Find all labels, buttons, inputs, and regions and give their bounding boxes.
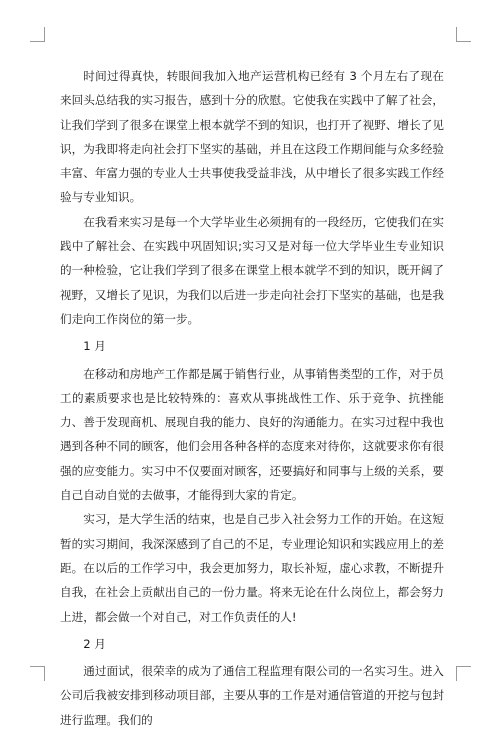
crop-mark-top-right xyxy=(456,27,471,42)
crop-mark-top-left xyxy=(30,27,45,42)
crop-mark-bottom-right xyxy=(456,666,471,681)
crop-mark-bottom-left xyxy=(30,666,45,681)
paragraph-intro: 时间过得真快，转眼间我加入地产运营机构已经有 3 个月左右了现在来回头总结我的实习报告，感到十分的欣慰。它使我在实践中了解了社会，让我们学到了很多在课堂上根本就学不到的知识，也打开了视野、增长了见识，为我即将走向社会打下坚实的基础，并且在这段工作期间能与众多经验丰富、年富力强的专业人士共事使我受益非浅，从中增长了很多实践工作经验与专业知识。 xyxy=(60,69,444,205)
section-heading-january: 1 月 xyxy=(83,339,106,354)
paragraph-reflection: 实习，是大学生活的结束，也是自己步入社会努力工作的开始。在这短暂的实习期间，我深深感到了自己的不足，专业理论知识和实践应用上的差距。在以后的工作学习中，我会更加努力，取长补短，虚心求教，不断提升自我，在社会上贡献出自己的一份力量。将来无论在什么岗位上，都会努力上进，都会做一个对自己，对工作负责任的人! xyxy=(60,512,444,624)
paragraph-internship-view: 在我看来实习是每一个大学毕业生必须拥有的一段经历，它使我们在实践中了解社会、在实践中巩固知识;实习又是对每一位大学毕业生专业知识的一种检验，它让我们学到了很多在课堂上根本就学不到的知识，既开阔了视野，又增长了见识，为我们以后进一步走向社会打下坚实的基础，也是我们走向工作岗位的第一步。 xyxy=(60,214,444,326)
paragraph-sales-work: 在移动和房地产工作都是属于销售行业，从事销售类型的工作，对于员工的素质要求也是比较特殊的：喜欢从事挑战性工作、乐于竞争、抗挫能力、善于发现商机、展现自我的能力、良好的沟通能力。在实习过程中我也遇到各种不同的顾客，他们会用各种各样的态度来对待你，这就要求你有很强的应变能力。实习中不仅要面对顾客，还要搞好和同事与上级的关系，要自己自动自觉的去做事，才能得到大家的肯定。 xyxy=(60,366,444,503)
section-heading-february: 2 月 xyxy=(83,636,106,651)
document-body xyxy=(60,64,444,732)
paragraph-supervision: 通过面试，很荣幸的成为了通信工程监理有限公司的一名实习生。进入公司后我被安排到移动项目部，主要从事的工作是对通信管道的开挖与包封进行监理。我们的 xyxy=(60,664,444,727)
